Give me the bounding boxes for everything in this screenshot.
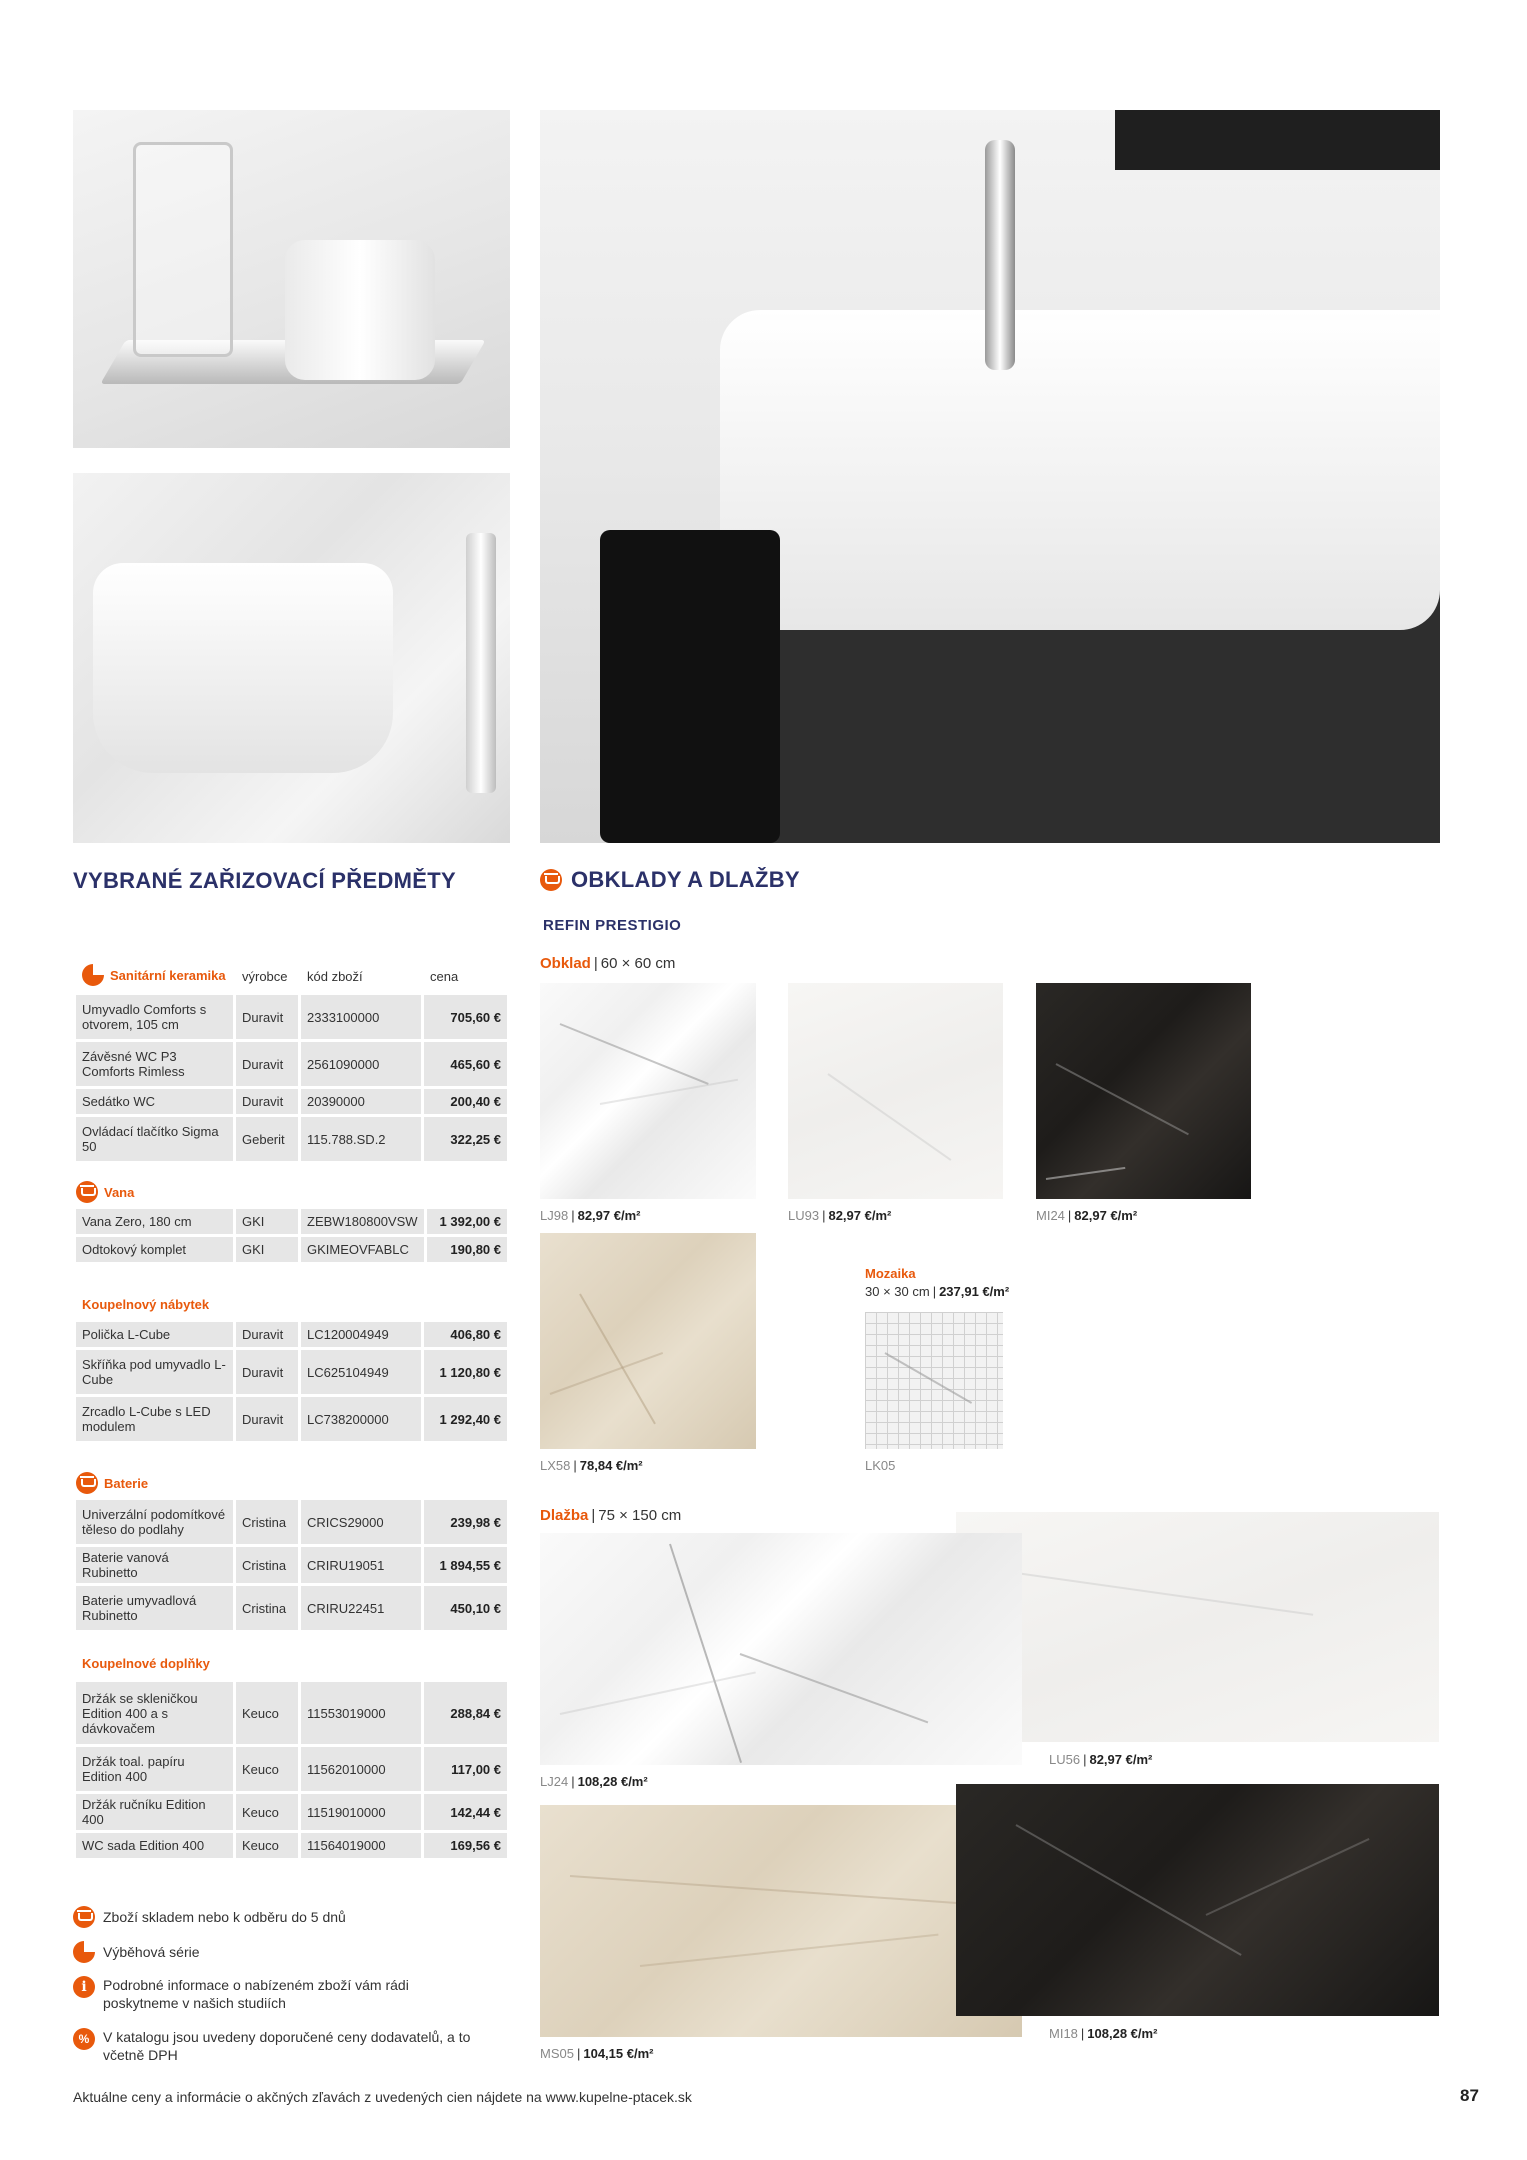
info-icon: i bbox=[73, 1976, 95, 1998]
brand-title: REFIN PRESTIGIO bbox=[543, 917, 682, 934]
table-row: Držák toal. papíru Edition 400 Keuco 11562010000 117,00 € bbox=[76, 1747, 507, 1791]
table-row: Polička L-Cube Duravit LC120004949 406,80 € bbox=[76, 1322, 507, 1347]
legend-item: Zboží skladem nebo k odběru do 5 dnů bbox=[73, 1906, 346, 1928]
tile-label-lj98: LJ98 | 82,97 €/m² bbox=[540, 1208, 641, 1223]
legend-item: % V katalogu jsou uvedeny doporučené ceny dodavatelů, a to včetně DPH bbox=[73, 2028, 483, 2064]
table-row: Baterie vanová Rubinetto Cristina CRIRU19051 1 894,55 € bbox=[76, 1547, 507, 1583]
photo-tap-shape bbox=[985, 140, 1015, 370]
photo-glass-shape bbox=[133, 142, 233, 357]
table-bath bbox=[73, 1206, 510, 1265]
section-right-heading bbox=[540, 867, 800, 893]
section-right-title: OBKLADY A DLAŽBY bbox=[571, 867, 800, 892]
table-row: Vana Zero, 180 cm GKI ZEBW180800VSW 1 392,00 € bbox=[76, 1209, 507, 1234]
table-row: WC sada Edition 400 Keuco 11564019000 169,56 € bbox=[76, 1833, 507, 1858]
column-code: kód zboží bbox=[307, 969, 363, 984]
column-manufacturer: výrobce bbox=[242, 969, 288, 984]
tile-label-mi18: MI18 | 108,28 €/m² bbox=[1049, 2026, 1158, 2041]
table-row: Baterie umyvadlová Rubinetto Cristina CRIRU22451 450,10 € bbox=[76, 1586, 507, 1630]
tile-label-ms05: MS05 | 104,15 €/m² bbox=[540, 2046, 654, 2061]
table-row: Držák ručníku Edition 400 Keuco 11519010000 142,44 € bbox=[76, 1794, 507, 1830]
table-row: Sedátko WC Duravit 20390000 200,40 € bbox=[76, 1089, 507, 1114]
table-row: Univerzální podomítkové těleso do podlahy Cristina CRICS29000 239,98 € bbox=[76, 1500, 507, 1544]
cart-icon bbox=[76, 1181, 98, 1203]
tile-lx58 bbox=[540, 1233, 756, 1449]
footer-note: Aktuálne ceny a informácie o akčných zľavách z uvedených cien nájdete na www.kupelne-ptacek.sk bbox=[73, 2089, 692, 2105]
mozaika-heading: Mozaika bbox=[865, 1266, 916, 1281]
photo-wc-brush-shape bbox=[466, 533, 496, 793]
table-faucets bbox=[73, 1497, 510, 1633]
percent-icon: % bbox=[73, 2028, 95, 2050]
table-row: Závěsné WC P3 Comforts Rimless Duravit 2561090000 465,60 € bbox=[76, 1042, 507, 1086]
legend-item: Výběhová série bbox=[73, 1941, 200, 1963]
group-title-accessories: Koupelnové doplňky bbox=[82, 1656, 210, 1671]
group-title-faucets: Baterie bbox=[76, 1472, 148, 1494]
pie-icon bbox=[73, 1941, 95, 1963]
mozaika-spec: 30 × 30 cm | 237,91 €/m² bbox=[865, 1284, 1010, 1299]
group-title: Sanitární keramika bbox=[82, 964, 226, 986]
photo-towel-shape bbox=[600, 530, 780, 843]
tile-label-lk05: LK05 bbox=[865, 1458, 896, 1473]
group-title-furniture: Koupelnový nábytek bbox=[82, 1297, 210, 1312]
tile-label-mi24: MI24 | 82,97 €/m² bbox=[1036, 1208, 1138, 1223]
tile-lk05 bbox=[865, 1312, 1003, 1449]
table-row: Držák se skleničkou Edition 400 a s dávkovačem Keuco 11553019000 288,84 € bbox=[76, 1682, 507, 1744]
table-sanitary bbox=[73, 958, 510, 1164]
photo-mirror-shape bbox=[1115, 110, 1440, 170]
table-furniture bbox=[73, 1319, 510, 1444]
obklad-heading: Obklad | 60 × 60 cm bbox=[540, 955, 676, 972]
dlazba-heading: Dlažba | 75 × 150 cm bbox=[540, 1507, 682, 1524]
tile-lu93 bbox=[788, 983, 1003, 1199]
page-number: 87 bbox=[1460, 2086, 1479, 2105]
legend-item: i Podrobné informace o nabízeném zboží vám rádi poskytneme v našich studiích bbox=[73, 1976, 433, 2012]
table-accessories bbox=[73, 1679, 510, 1861]
photo-wc bbox=[73, 473, 510, 843]
cart-icon bbox=[540, 869, 562, 891]
tile-lj98 bbox=[540, 983, 756, 1199]
tile-lu56 bbox=[956, 1512, 1439, 1742]
photo-glass-holder bbox=[73, 110, 510, 448]
table-row: Odtokový komplet GKI GKIMEOVFABLC 190,80 € bbox=[76, 1237, 507, 1262]
column-price: cena bbox=[430, 969, 459, 984]
section-left-title: VYBRANÉ ZAŘIZOVACÍ PŘEDMĚTY bbox=[73, 868, 456, 893]
pie-icon bbox=[82, 964, 104, 986]
tile-mi24 bbox=[1036, 983, 1251, 1199]
photo-wc-bowl-shape bbox=[93, 563, 393, 773]
tile-mi18 bbox=[956, 1784, 1439, 2016]
table-row: Zrcadlo L-Cube s LED modulem Duravit LC738200000 1 292,40 € bbox=[76, 1397, 507, 1441]
tile-lj24 bbox=[540, 1533, 1022, 1765]
tile-label-lu56: LU56 | 82,97 €/m² bbox=[1049, 1752, 1153, 1767]
cart-icon bbox=[76, 1472, 98, 1494]
photo-basin-shape bbox=[720, 310, 1440, 630]
table-row: Skříňka pod umyvadlo L-Cube Duravit LC625104949 1 120,80 € bbox=[76, 1350, 507, 1394]
tile-label-lj24: LJ24 | 108,28 €/m² bbox=[540, 1774, 648, 1789]
group-title-vana: Vana bbox=[76, 1181, 134, 1203]
table-row: Umyvadlo Comforts s otvorem, 105 cm Duravit 2333100000 705,60 € bbox=[76, 995, 507, 1039]
tile-label-lu93: LU93 | 82,97 €/m² bbox=[788, 1208, 892, 1223]
photo-washbasin bbox=[540, 110, 1440, 843]
photo-dispenser-shape bbox=[285, 240, 435, 380]
table-row: Ovládací tlačítko Sigma 50 Geberit 115.788.SD.2 322,25 € bbox=[76, 1117, 507, 1161]
tile-label-lx58: LX58 | 78,84 €/m² bbox=[540, 1458, 643, 1473]
tile-ms05 bbox=[540, 1805, 1022, 2037]
cart-icon bbox=[73, 1906, 95, 1928]
